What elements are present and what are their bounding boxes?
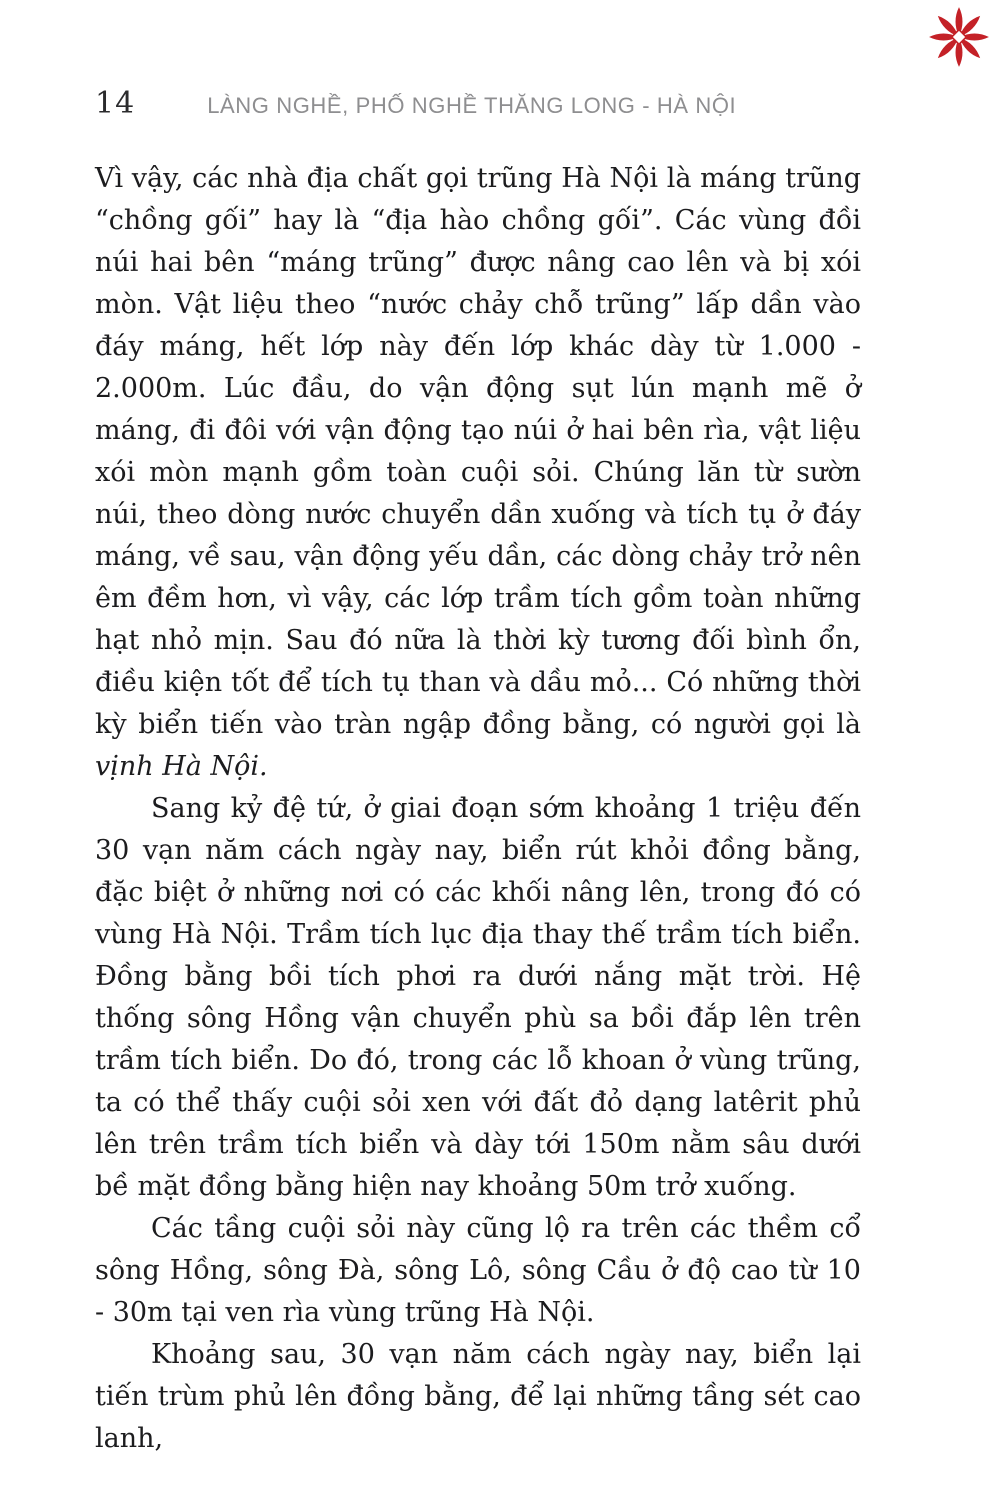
page-header: [95, 86, 870, 121]
page-body: [95, 158, 861, 1460]
publisher-logo: [926, 4, 992, 70]
paragraph-1-text: Vì vậy, các nhà địa chất gọi trũng Hà Nội là máng trũng “chồng gối” hay là “địa hào chồng gối”. Các vùng đồi núi hai bên “máng trũng” được nâng cao lên và bị xói mòn. Vật liệu theo “nước chảy chỗ trũng” lấp dần vào đáy máng, hết lớp này đến lớp khác dày từ 1.000 - 2.000m. Lúc đầu, do vận động sụt lún mạnh mẽ ở máng, đi đôi với vận động tạo núi ở hai bên rìa, vật liệu xói mòn mạnh gồm toàn cuội sỏi. Chúng lăn từ sườn núi, theo dòng nước chuyển dần xuống và tích tụ ở đáy máng, về sau, vận động yếu dần, các dòng chảy trở nên êm đềm hơn, vì vậy, các lớp trầm tích gồm toàn những hạt nhỏ mịn. Sau đó nữa là thời kỳ tương đối bình ổn, điều kiện tốt để tích tụ than và dầu mỏ... Có những thời kỳ biển tiến vào tràn ngập đồng bằng, có người gọi là: [95, 163, 861, 740]
publisher-emblem-icon: [926, 4, 992, 70]
page-number: 14: [95, 86, 136, 121]
paragraph-2: Sang kỷ đệ tứ, ở giai đoạn sớm khoảng 1 triệu đến 30 vạn năm cách ngày nay, biển rút khỏi đồng bằng, đặc biệt ở những nơi có các khối nâng lên, trong đó có vùng Hà Nội. Trầm tích lục địa thay thế trầm tích biển. Đồng bằng bồi tích phơi ra dưới nắng mặt trời. Hệ thống sông Hồng vận chuyển phù sa bồi đắp lên trên trầm tích biển. Do đó, trong các lỗ khoan ở vùng trũng, ta có thể thấy cuội sỏi xen với đất đỏ dạng latêrit phủ lên trên trầm tích biển và dày tới 150m nằm sâu dưới bề mặt đồng bằng hiện nay khoảng 50m trở xuống.: [95, 793, 861, 1202]
paragraph-1-italic-phrase: vịnh Hà Nội.: [95, 751, 268, 782]
paragraph-3: Các tầng cuội sỏi này cũng lộ ra trên các thềm cổ sông Hồng, sông Đà, sông Lô, sông Cầu ở độ cao từ 10 - 30m tại ven rìa vùng trũng Hà Nội.: [95, 1213, 861, 1328]
paragraph-1: [95, 158, 861, 788]
running-title: LÀNG NGHỀ, PHỐ NGHỀ THĂNG LONG - HÀ NỘI: [207, 93, 737, 118]
paragraph-4: Khoảng sau, 30 vạn năm cách ngày nay, biển lại tiến trùm phủ lên đồng bằng, để lại những tầng sét cao lanh,: [95, 1339, 861, 1454]
